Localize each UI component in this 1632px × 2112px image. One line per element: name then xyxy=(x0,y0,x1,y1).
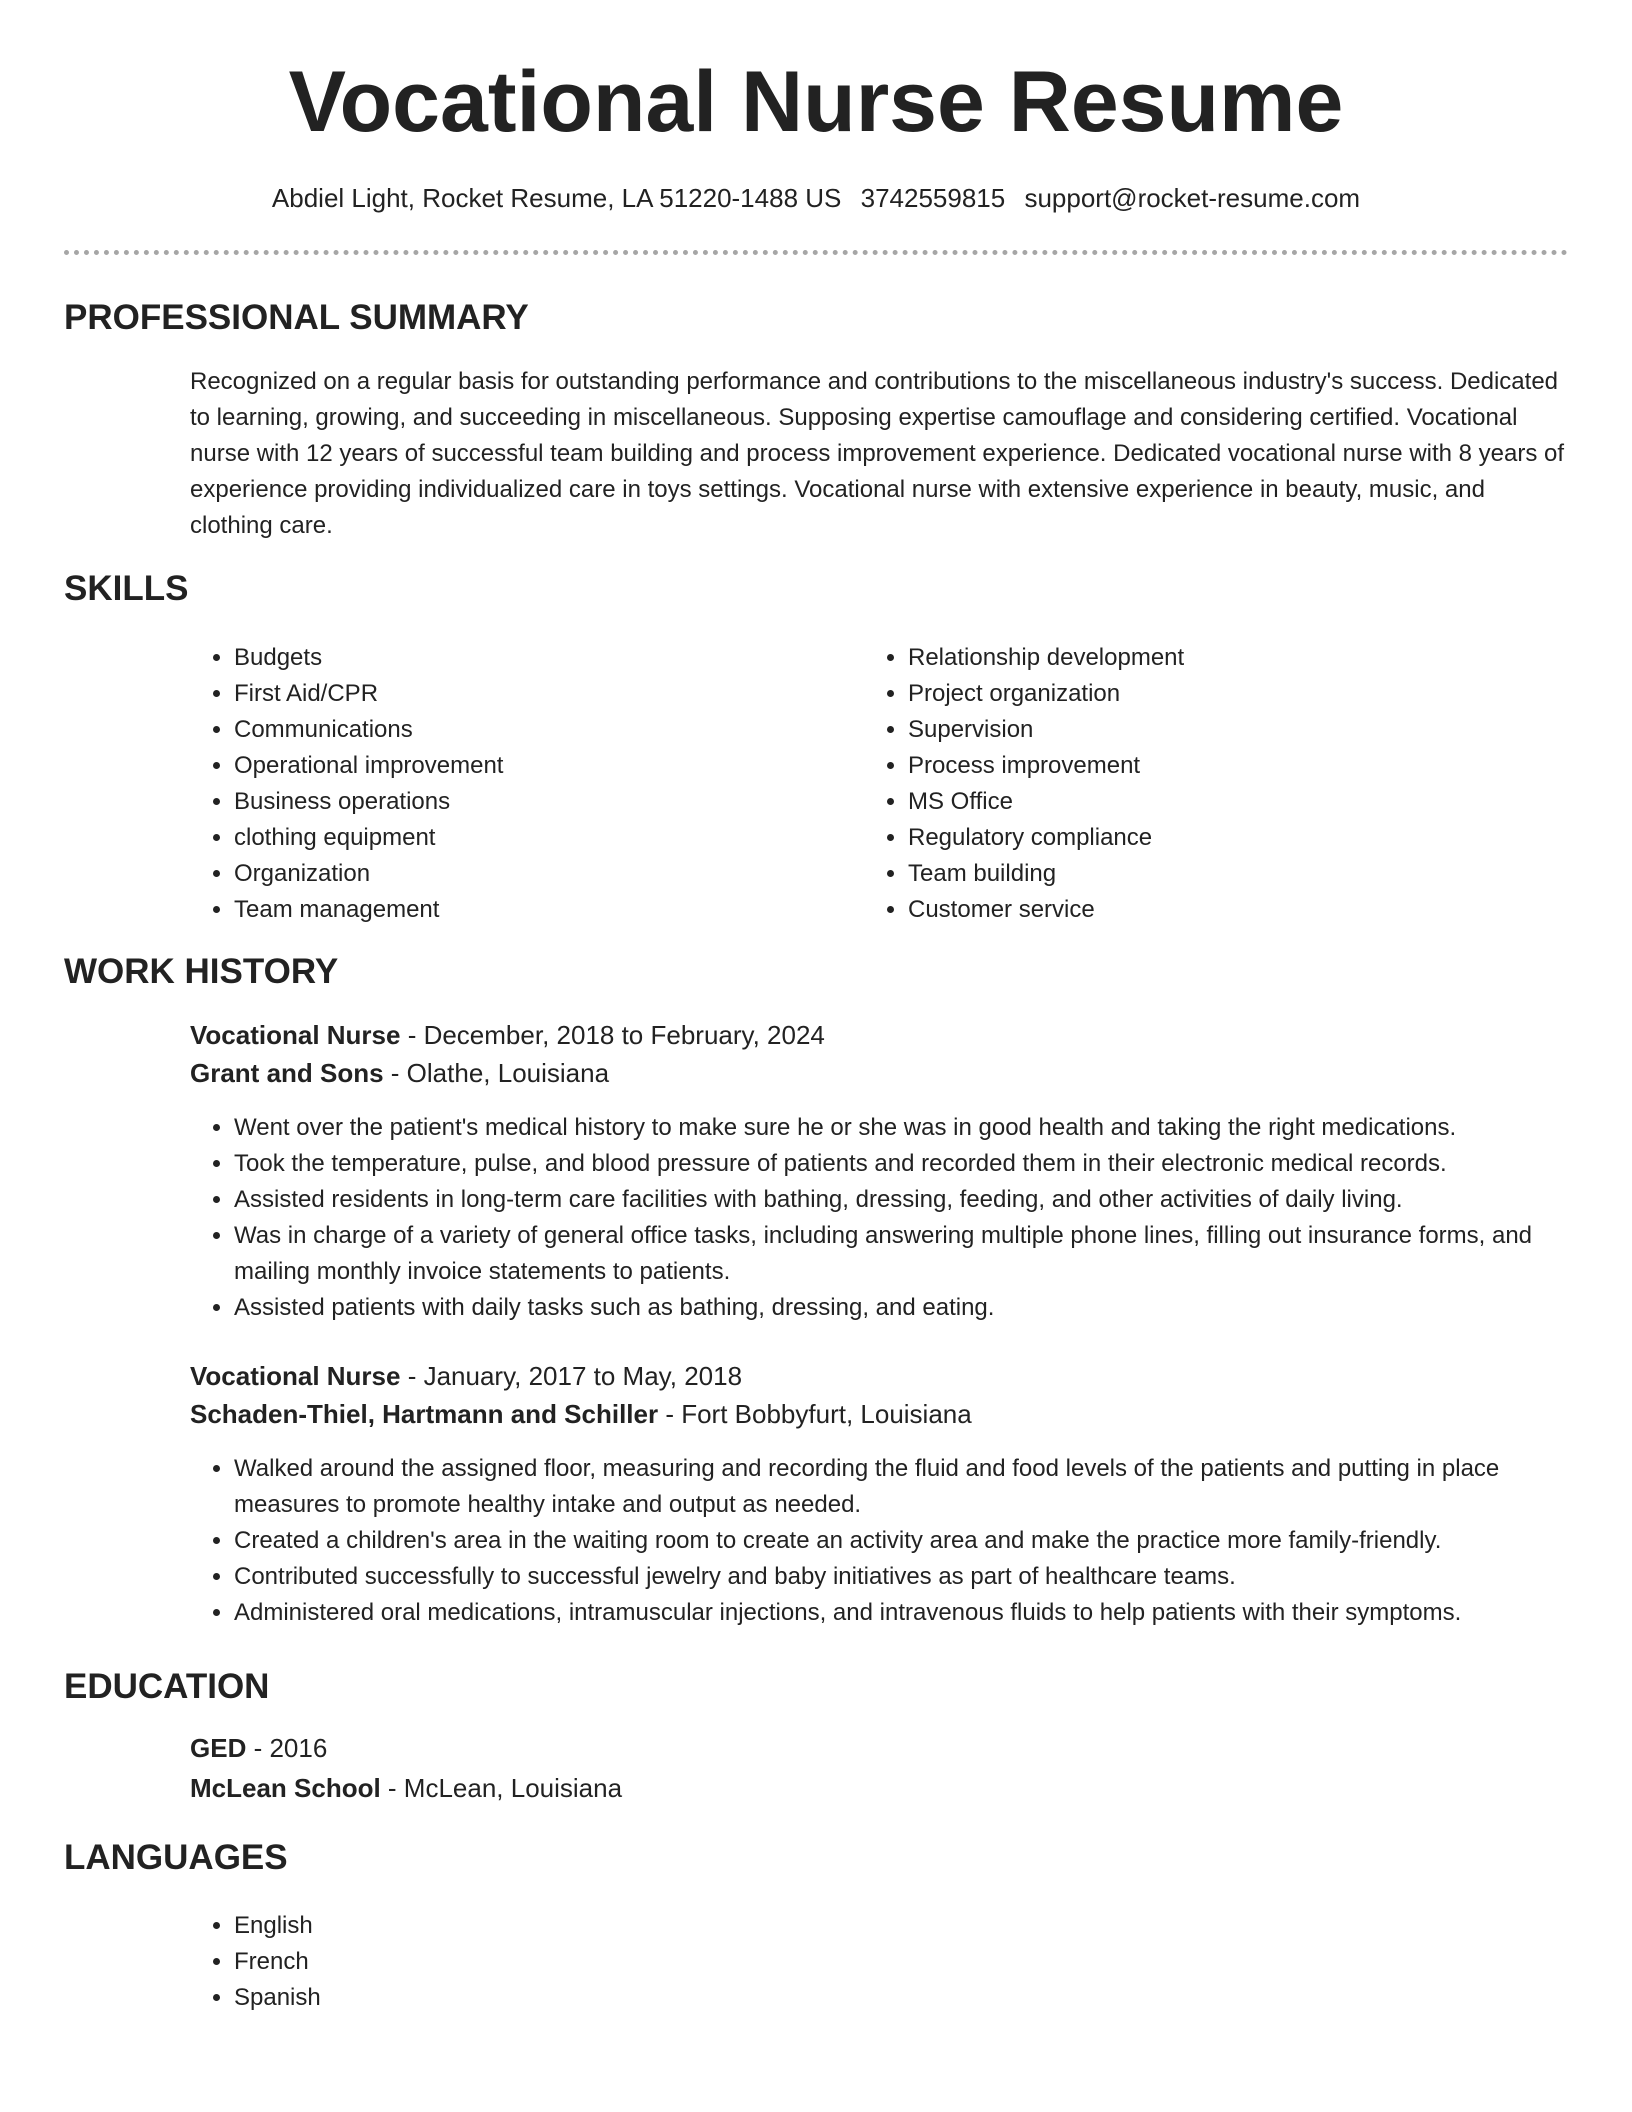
languages-heading: LANGUAGES xyxy=(64,1838,288,1877)
contact-address: Abdiel Light, Rocket Resume, LA 51220-1488 US xyxy=(271,183,842,213)
duty-item: • Took the temperature, pulse, and blood pressure of patients and recorded them in their electronic medical records. xyxy=(234,1146,1580,1182)
skill-item: • clothing equipment xyxy=(234,820,503,856)
skill-item: • Team management xyxy=(234,892,503,928)
language-item: • Spanish xyxy=(234,1980,321,2016)
skill-item: • Regulatory compliance xyxy=(908,820,1184,856)
duty-item: • Went over the patient's medical history to make sure he or she was in good health and taking the right medications. xyxy=(234,1110,1580,1146)
contact-email[interactable]: support@rocket-resume.com xyxy=(1024,183,1361,213)
job-1-title-line xyxy=(190,1016,825,1054)
summary-text: Recognized on a regular basis for outstanding performance and contributions to the miscellaneous industry's success. Dedicated to learning, growing, and succeeding in miscellaneous. Supposing expertise camouflage and considering certified. Vocational nurse with 12 years of successful team building and process improvement experience. Dedicated vocational nurse with 8 years of experience providing individualized care in toys settings. Vocational nurse with extensive experience in beauty, music, and clothing care. xyxy=(190,368,1565,539)
education-degree-line xyxy=(190,1729,327,1767)
job-location: - Olathe, Louisiana xyxy=(383,1058,610,1088)
languages-list-wrap xyxy=(190,1908,321,2016)
job-title: Vocational Nurse xyxy=(190,1020,401,1050)
skills-left-list xyxy=(190,640,503,928)
skill-item: • Team building xyxy=(908,856,1184,892)
education-school-line xyxy=(190,1769,622,1807)
skill-item: • Operational improvement xyxy=(234,748,503,784)
skill-item: • Organization xyxy=(234,856,503,892)
skill-item: • Business operations xyxy=(234,784,503,820)
duty-item: • Was in charge of a variety of general office tasks, including answering multiple phone lines, filling out insurance forms, and mailing monthly invoice statements to patients. xyxy=(234,1218,1580,1290)
skill-item: • Project organization xyxy=(908,676,1184,712)
skills-heading: SKILLS xyxy=(64,569,189,608)
job-title: Vocational Nurse xyxy=(190,1361,401,1391)
job-dates: - January, 2017 to May, 2018 xyxy=(400,1361,743,1391)
duty-item: • Assisted residents in long-term care facilities with bathing, dressing, feeding, and other activities of daily living. xyxy=(234,1182,1580,1218)
job-company: Schaden-Thiel, Hartmann and Schiller xyxy=(190,1399,659,1429)
job-1-company-line xyxy=(190,1054,609,1092)
skill-item: • Process improvement xyxy=(908,748,1184,784)
skills-right-column xyxy=(864,640,1184,928)
education-location: - McLean, Louisiana xyxy=(380,1773,623,1803)
language-item: • English xyxy=(234,1908,321,1944)
work-heading: WORK HISTORY xyxy=(64,952,339,991)
skills-left-column xyxy=(190,640,503,928)
job-1-duty-list xyxy=(190,1110,1580,1326)
header-divider xyxy=(64,250,1568,255)
duty-item: • Created a children's area in the waiting room to create an activity area and make the practice more family-friendly. xyxy=(234,1523,1580,1559)
education-heading: EDUCATION xyxy=(64,1667,270,1706)
education-year: - 2016 xyxy=(246,1733,328,1763)
duty-item: • Contributed successfully to successful jewelry and baby initiatives as part of healthcare teams. xyxy=(234,1559,1580,1595)
skill-item: • Budgets xyxy=(234,640,503,676)
duty-item: • Walked around the assigned floor, measuring and recording the fluid and food levels of the patients and putting in place measures to promote healthy intake and output as needed. xyxy=(234,1451,1580,1523)
job-2-title-line xyxy=(190,1357,742,1395)
job-1-duties xyxy=(190,1110,1580,1326)
page-title: Vocational Nurse Resume xyxy=(288,54,1344,150)
job-2-company-line xyxy=(190,1395,972,1433)
education-school: McLean School xyxy=(190,1773,381,1803)
job-location: - Fort Bobbyfurt, Louisiana xyxy=(658,1399,972,1429)
job-dates: - December, 2018 to February, 2024 xyxy=(400,1020,825,1050)
skill-item: • Customer service xyxy=(908,892,1184,928)
job-2-duty-list xyxy=(190,1451,1580,1631)
contact-phone: 3742559815 xyxy=(860,183,1006,213)
job-2-duties xyxy=(190,1451,1580,1631)
skill-item: • Relationship development xyxy=(908,640,1184,676)
education-degree: GED xyxy=(190,1733,247,1763)
duty-item: • Administered oral medications, intramuscular injections, and intravenous fluids to help patients with their symptoms. xyxy=(234,1595,1580,1631)
skill-item: • First Aid/CPR xyxy=(234,676,503,712)
summary-heading: PROFESSIONAL SUMMARY xyxy=(64,298,529,337)
job-company: Grant and Sons xyxy=(190,1058,384,1088)
language-item: • French xyxy=(234,1944,321,1980)
skill-item: • MS Office xyxy=(908,784,1184,820)
contact-line xyxy=(0,180,1632,216)
skill-item: • Communications xyxy=(234,712,503,748)
skills-right-list xyxy=(864,640,1184,928)
languages-list xyxy=(190,1908,321,2016)
skill-item: • Supervision xyxy=(908,712,1184,748)
duty-item: • Assisted patients with daily tasks such as bathing, dressing, and eating. xyxy=(234,1290,1580,1326)
